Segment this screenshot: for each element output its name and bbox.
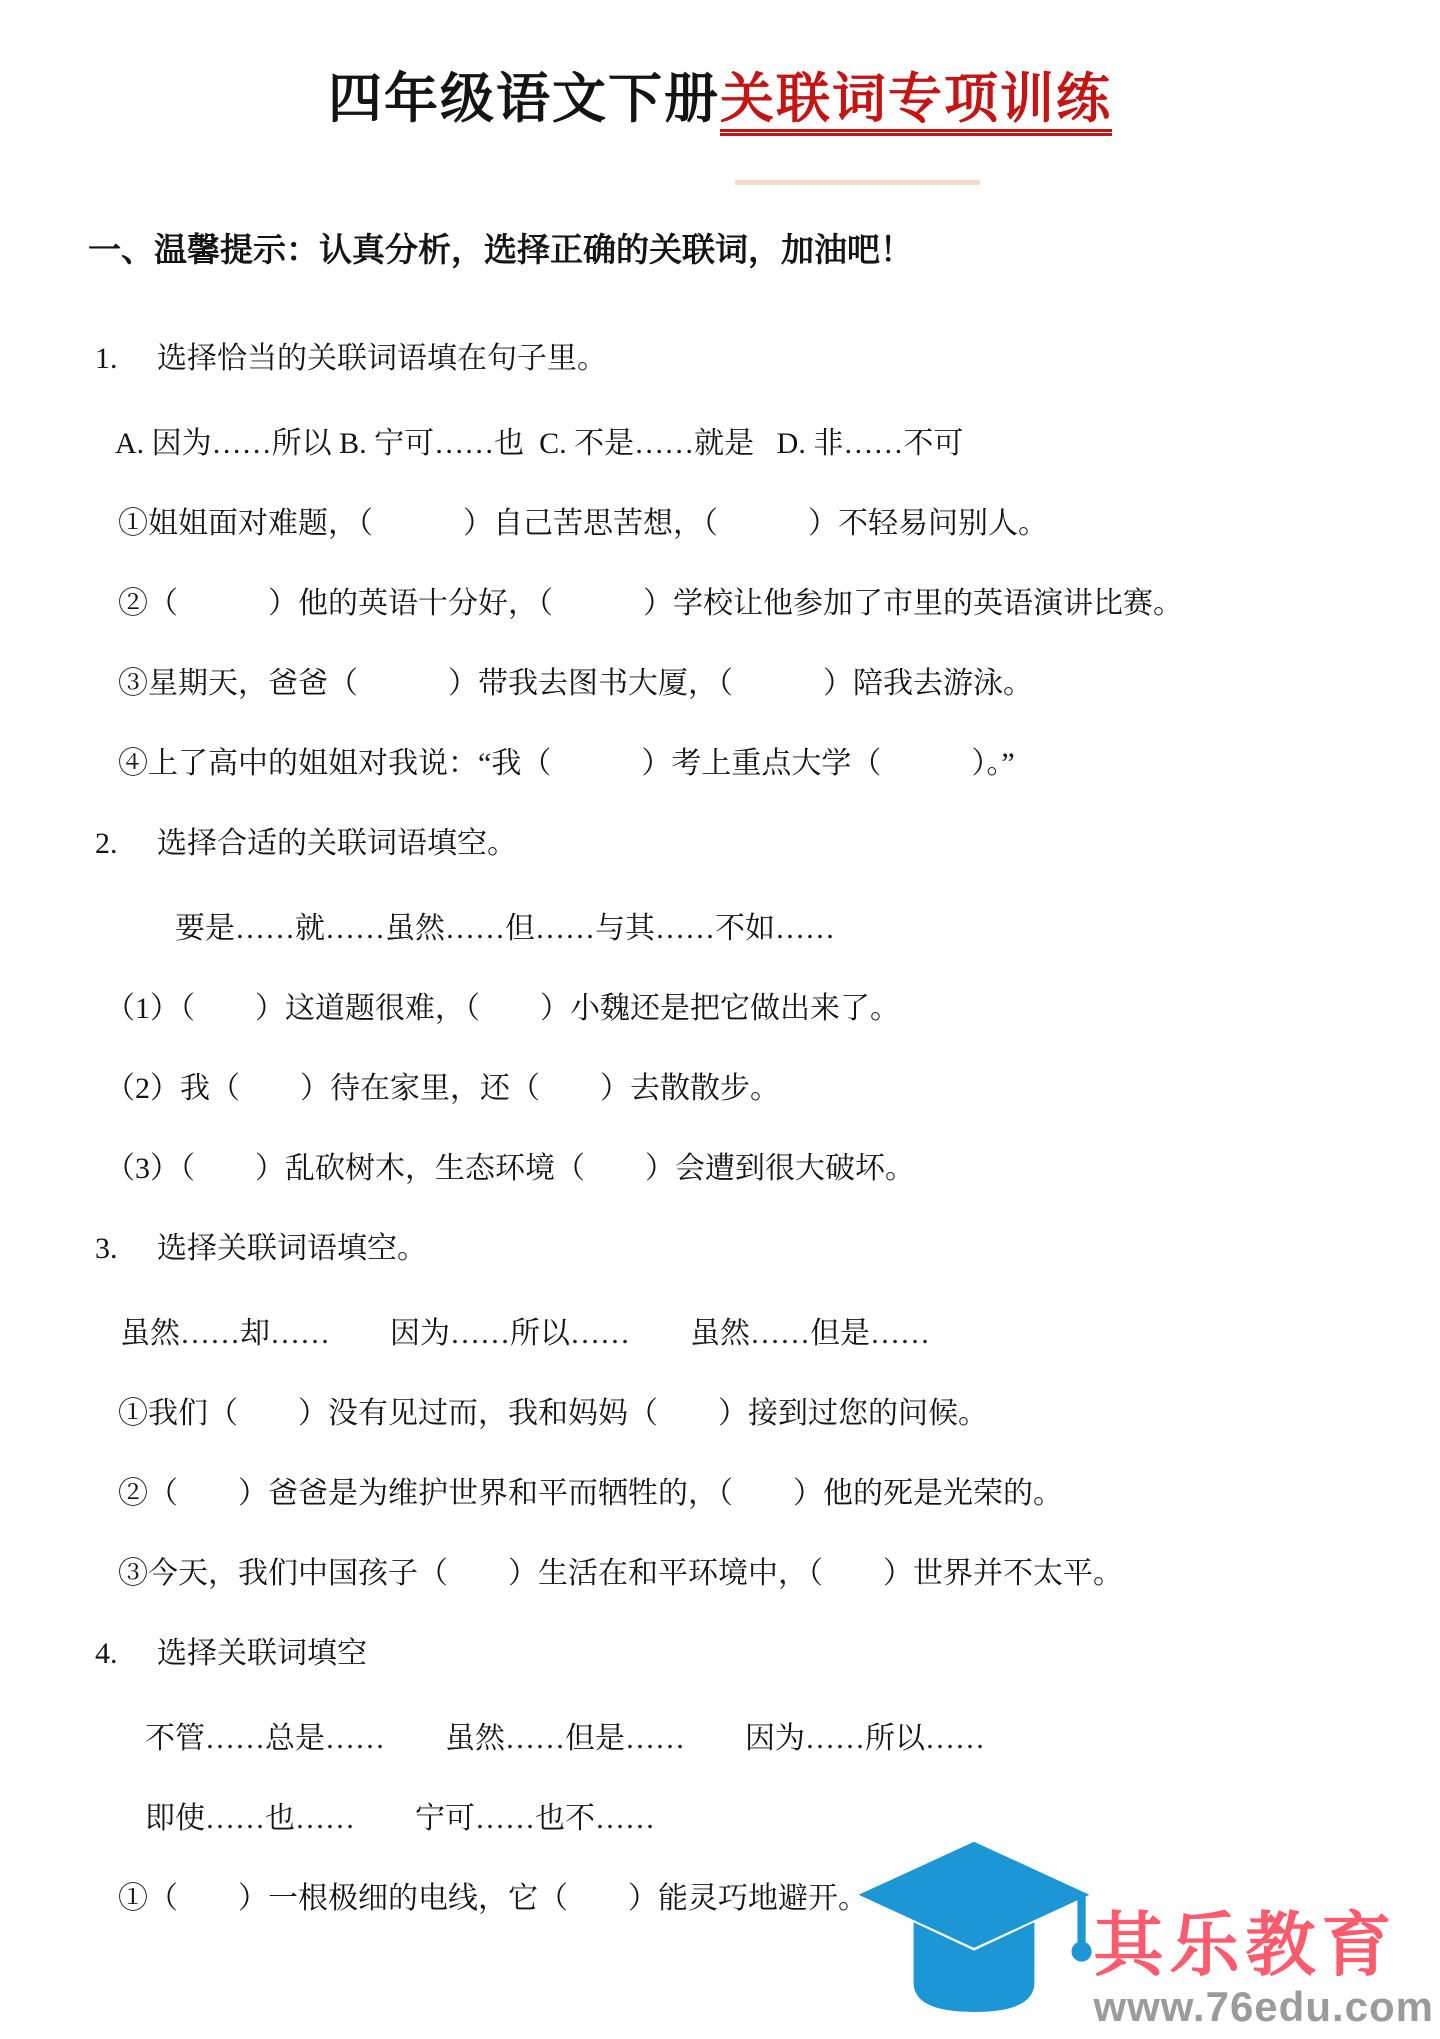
question-1-item-3: ③星期天，爸爸（ ）带我去图书大厦，（ ）陪我去游泳。 [118,667,1033,700]
question-1-head [95,342,1440,375]
title-red-part: 关联词专项训练 [720,69,1112,129]
question-2-item-1: （1）（ ）这道题很难，（ ）小魏还是把它做出来了。 [105,992,900,1025]
title-black-part: 四年级语文下册 [328,69,720,129]
question-1-options: A. 因为……所以 B. 宁可……也 C. 不是……就是 D. 非……不可 [115,427,964,460]
question-3-head [95,1232,1440,1265]
question-4-item-1: ①（ ）一根极细的电线，它（ ）能灵巧地避开。 [118,1882,868,1915]
section-heading: 一、温馨提示：认真分析，选择正确的关联词，加油吧！ [88,231,913,268]
question-1-item-4: ④上了高中的姐姐对我说：“我（ ）考上重点大学（ ）。” [118,747,1015,780]
qile-education-logo [855,1838,1434,2034]
page-title [0,56,1440,142]
question-1-number: 1. [95,342,118,375]
question-3-word-bank: 虽然……却…… 因为……所以…… 虽然……但是…… [120,1317,930,1350]
question-1-item-2: ②（ ）他的英语十分好，（ ）学校让他参加了市里的英语演讲比赛。 [118,587,1183,620]
question-1 [0,342,1440,780]
question-3-item-3: ③今天，我们中国孩子（ ）生活在和平环境中，（ ）世界并不太平。 [118,1557,1123,1590]
question-3-prompt: 选择关联词语填空。 [157,1232,427,1265]
question-3-number: 3. [95,1232,118,1265]
question-2 [0,827,1440,1185]
question-2-item-2: （2）我（ ）待在家里，还（ ）去散散步。 [105,1072,780,1105]
question-4-number: 4. [95,1637,118,1670]
question-4-head [95,1637,1440,1670]
graduation-cap-icon [855,1838,1093,2034]
question-4-prompt: 选择关联词填空 [157,1637,367,1670]
scan-artifact-line [735,180,980,185]
question-4-word-bank-2: 即使……也…… 宁可……也不…… [145,1802,655,1835]
question-2-word-bank: 要是……就……虽然……但……与其……不如…… [175,912,835,945]
question-2-prompt: 选择合适的关联词语填空。 [157,827,517,860]
logo-text-block [1093,1906,1434,2034]
question-4-word-bank-1: 不管……总是…… 虽然……但是…… 因为……所以…… [145,1722,985,1755]
website-url: www.76edu.com [1093,1983,1434,2030]
brand-name: 其乐教育 [1093,1906,1398,1984]
question-1-item-1: ①姐姐面对难题，（ ）自己苦思苦想，（ ）不轻易问别人。 [118,507,1048,540]
question-2-number: 2. [95,827,118,860]
question-3-item-1: ①我们（ ）没有见过而，我和妈妈（ ）接到过您的问候。 [118,1397,988,1430]
question-1-prompt: 选择恰当的关联词语填在句子里。 [157,342,607,375]
question-2-head [95,827,1440,860]
question-2-item-3: （3）（ ）乱砍树木，生态环境（ ）会遭到很大破坏。 [105,1152,915,1185]
question-3 [0,1232,1440,1590]
question-3-item-2: ②（ ）爸爸是为维护世界和平而牺牲的，（ ）他的死是光荣的。 [118,1477,1063,1510]
